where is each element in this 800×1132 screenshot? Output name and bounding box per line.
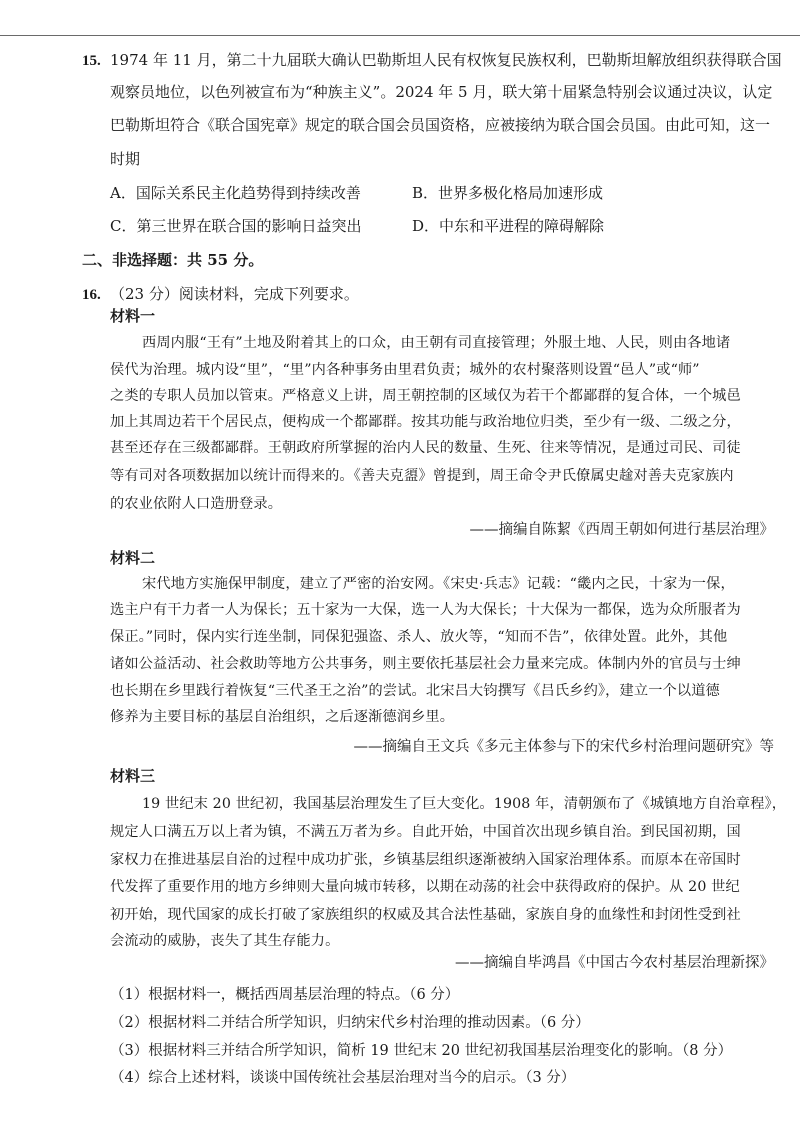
q16-subquestion-1: （1）根据材料一，概括西周基层治理的特点。（6 分） xyxy=(110,987,460,1003)
material-3-source: ——摘编自毕鸿昌《中国古今农村基层治理新探》 xyxy=(455,955,774,971)
top-rule xyxy=(0,35,800,36)
q15-line-1: 15. 1974 年 11 月，第二十九届联大确认巴勒斯坦人民有权恢复民族权利，巴勒斯坦解放组织获得联合国 xyxy=(82,51,782,69)
q16-subquestion-2: （2）根据材料二并结合所学知识，归纳宋代乡村治理的推动因素。（6 分） xyxy=(110,1015,590,1031)
q16-subquestion-3: （3）根据材料三并结合所学知识，简析 19 世纪末 20 世纪初我国基层治理变化的影响。（8 分） xyxy=(110,1043,733,1059)
material-2-line: 选主户有干力者一人为保长；五十家为一大保，选一人为大保长；十大保为一都保，选为众所服者为 xyxy=(110,602,741,618)
material-1-line: 的农业依附人口造册登录。 xyxy=(110,496,283,512)
material-3-line: 规定人口满五万以上者为镇，不满五万者为乡。自此开始，中国首次出现乡镇自治。到民国初期，国 xyxy=(110,824,741,840)
q16-number: 16. xyxy=(82,287,101,303)
material-1-line: 加上其周边若干个居民点，便构成一个都鄙群。按其功能与政治地位归类，至少有一级、二级之分， xyxy=(110,414,741,430)
material-2-source: ——摘编自王文兵《多元主体参与下的宋代乡村治理问题研究》等 xyxy=(353,739,774,755)
material-1-line: 侯代为治理。城内设“里”，“里”内各种事务由里君负责；城外的农村聚落则设置“邑人”或“师” xyxy=(110,362,700,378)
material-1-line: 西周内服“王有”土地及附着其上的口众，由王朝有司直接管理；外服土地、人民，则由各地诸 xyxy=(142,335,731,351)
q15-option-a: A．国际关系民主化趋势得到持续改善 xyxy=(110,184,361,202)
material-1-line: 等有司对各项数据加以统计而得来的。《善夫克盨》曾提到，周王命令尹氏僚属史趛对善夫克家族内 xyxy=(110,468,734,484)
q15-number: 15. xyxy=(82,53,101,69)
material-2-line: 也长期在乡里践行着恢复“三代圣王之治”的尝试。北宋吕大钧撰写《吕氏乡约》，建立一个以道德 xyxy=(110,683,720,699)
material-3-line: 代发挥了重要作用的地方乡绅则大量向城市转移，以期在动荡的社会中获得政府的保护。从 20 世纪 xyxy=(110,879,740,895)
material-3-line: 会流动的威胁，丧失了其生存能力。 xyxy=(110,933,340,949)
q16-subquestion-4: （4）综合上述材料，谈谈中国传统社会基层治理对当今的启示。（3 分） xyxy=(110,1070,576,1086)
material-2-line: 宋代地方实施保甲制度，建立了严密的治安网。《宋史·兵志》记载：“畿内之民，十家为一保， xyxy=(142,576,735,592)
material-2-heading: 材料二 xyxy=(110,549,156,567)
material-3-line: 初开始，现代国家的成长打破了家族组织的权威及其合法性基础，家族自身的血缘性和封闭性受到社 xyxy=(110,907,741,923)
material-3-line: 19 世纪末 20 世纪初，我国基层治理发生了巨大变化。1908 年，清朝颁布了《城镇地方自治章程》， xyxy=(142,796,787,812)
material-1-heading: 材料一 xyxy=(110,307,156,325)
material-3-heading: 材料三 xyxy=(110,767,156,785)
material-1-source: ——摘编自陈絜《西周王朝如何进行基层治理》 xyxy=(469,522,774,538)
material-1-line: 甚至还存在三级都鄙群。王朝政府所掌握的治内人民的数量、生死、往来等情况，是通过司民、司徒 xyxy=(110,440,741,456)
q15-line-2: 观察员地位，以色列被宣布为“种族主义”。2024 年 5 月，联大第十届紧急特别会议通过决议，认定 xyxy=(110,83,773,101)
q15-line-4: 时期 xyxy=(110,150,141,168)
section-2-title: 二、非选择题：共 55 分。 xyxy=(82,251,264,269)
material-2-line: 保正。”同时，保内实行连坐制，同保犯强盗、杀人、放火等，“知而不告”，依律处置。此外，其他 xyxy=(110,629,728,645)
material-1-line: 之类的专职人员加以管束。严格意义上讲，周王朝控制的区域仅为若干个都鄙群的复合体，一个城邑 xyxy=(110,388,741,404)
q15-line-3: 巴勒斯坦符合《联合国宪章》规定的联合国会员国资格，应被接纳为联合国会员国。由此可知，这一 xyxy=(110,116,771,134)
material-2-line: 修养为主要目标的基层自治组织，之后逐渐德润乡里。 xyxy=(110,709,455,725)
q15-option-c: C．第三世界在联合国的影响日益突出 xyxy=(110,217,362,235)
q16-intro: 16. （23 分）阅读材料，完成下列要求。 xyxy=(82,285,359,303)
q15-option-b: B．世界多极化格局加速形成 xyxy=(412,184,604,202)
q15-option-d: D．中东和平进程的障碍解除 xyxy=(412,217,605,235)
material-2-line: 诸如公益活动、社会救助等地方公共事务，则主要依托基层社会力量来完成。体制内外的官员与士绅 xyxy=(110,656,741,672)
material-3-line: 家权力在推进基层自治的过程中成功扩张，乡镇基层组织逐渐被纳入国家治理体系。而原本在帝国时 xyxy=(110,852,741,868)
